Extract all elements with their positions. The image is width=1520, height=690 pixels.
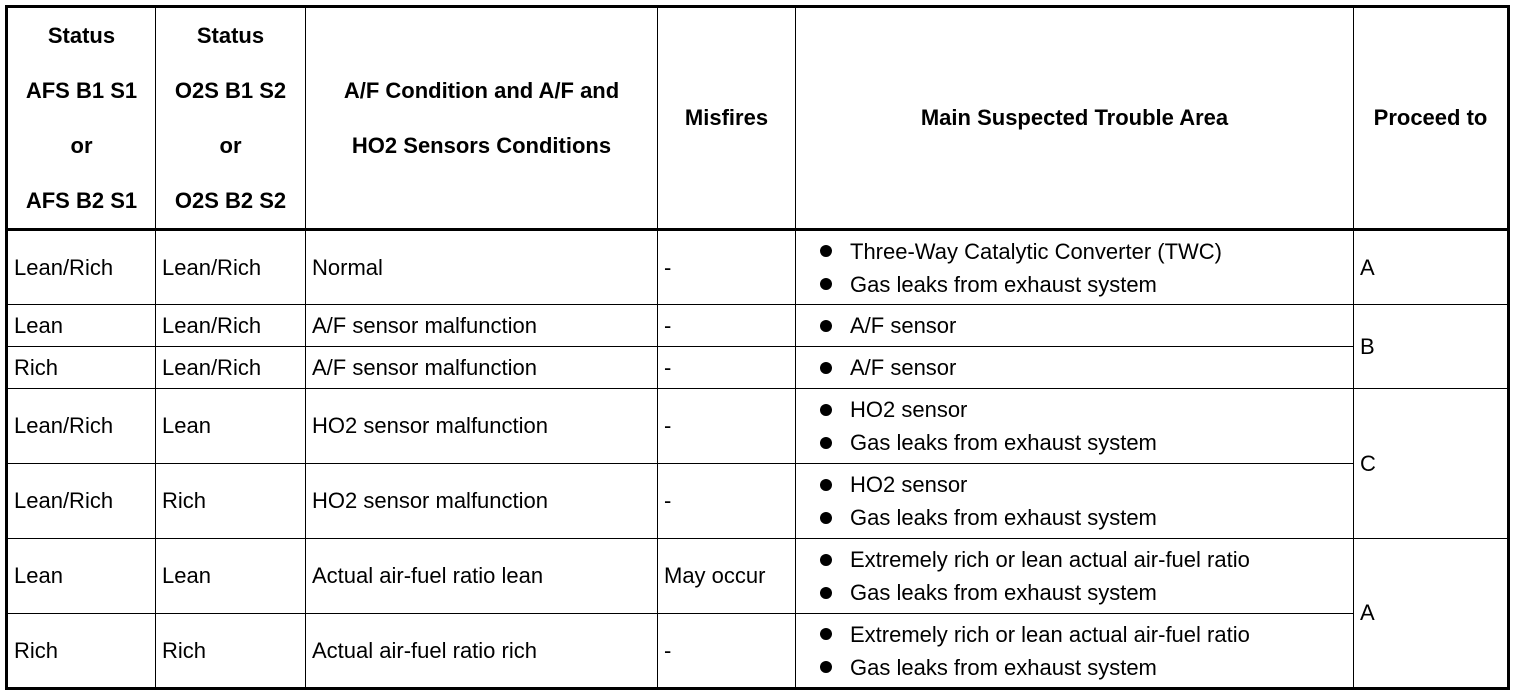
- header-o2s-status: [156, 7, 306, 230]
- misfires-cell: -: [658, 347, 796, 389]
- misfires-cell: -: [658, 389, 796, 464]
- misfires-cell: -: [658, 305, 796, 347]
- condition-cell: A/F sensor malfunction: [306, 305, 658, 347]
- diagnosis-table: [5, 5, 1510, 690]
- header-condition: [306, 7, 658, 230]
- condition-cell: A/F sensor malfunction: [306, 347, 658, 389]
- trouble-area-list: [802, 468, 1353, 534]
- trouble-area-cell: [796, 464, 1354, 539]
- trouble-area-cell: [796, 539, 1354, 614]
- trouble-area-text: HO2 sensor: [850, 397, 968, 422]
- list-item: [802, 235, 1353, 268]
- trouble-area-text: Gas leaks from exhaust system: [850, 654, 1157, 680]
- list-item: [802, 426, 1353, 459]
- header-afs-line4: AFS B2 S1: [25, 188, 138, 213]
- misfires-cell: -: [658, 230, 796, 305]
- proceed-to-cell: A: [1354, 230, 1509, 305]
- header-proceed-to: Proceed to: [1354, 7, 1509, 230]
- o2s-status-cell: Lean: [156, 539, 306, 614]
- afs-status-cell: Lean/Rich: [7, 464, 156, 539]
- condition-cell: Actual air-fuel ratio rich: [306, 614, 658, 689]
- condition-cell: HO2 sensor malfunction: [306, 464, 658, 539]
- header-afs-line1: Status: [47, 23, 116, 48]
- list-item: [802, 618, 1353, 651]
- bullet-icon: [820, 661, 832, 673]
- bullet-icon: [820, 245, 832, 257]
- o2s-status-cell: Lean/Rich: [156, 230, 306, 305]
- trouble-area-list: [802, 235, 1353, 301]
- trouble-area-text: Extremely rich or lean actual air-fuel ratio: [850, 547, 1250, 572]
- header-o2s-line1: Status: [196, 23, 265, 48]
- list-item: [802, 576, 1353, 609]
- bullet-icon: [820, 587, 832, 599]
- list-item: [802, 501, 1353, 534]
- proceed-to-cell: B: [1354, 305, 1509, 389]
- bullet-icon: [820, 320, 832, 332]
- trouble-area-list: [802, 309, 1353, 342]
- bullet-icon: [820, 628, 832, 640]
- condition-cell: Actual air-fuel ratio lean: [306, 539, 658, 614]
- condition-cell: Normal: [306, 230, 658, 305]
- header-condition-line2: HO2 Sensors Conditions: [351, 133, 612, 158]
- list-item: [802, 468, 1353, 501]
- table-row: [7, 614, 1509, 689]
- table-row: [7, 347, 1509, 389]
- bullet-icon: [820, 404, 832, 416]
- trouble-area-list: [802, 393, 1353, 459]
- o2s-status-cell: Lean/Rich: [156, 347, 306, 389]
- trouble-area-text: Extremely rich or lean actual air-fuel ratio: [850, 621, 1250, 647]
- condition-cell: HO2 sensor malfunction: [306, 389, 658, 464]
- trouble-area-text: Gas leaks from exhaust system: [850, 580, 1157, 605]
- trouble-area-cell: [796, 305, 1354, 347]
- trouble-area-text: Gas leaks from exhaust system: [850, 430, 1157, 455]
- bullet-icon: [820, 437, 832, 449]
- table-row: [7, 305, 1509, 347]
- trouble-area-text: Gas leaks from exhaust system: [850, 271, 1157, 297]
- list-item: [802, 393, 1353, 426]
- header-afs-line3: or: [70, 133, 93, 158]
- proceed-to-cell: A: [1354, 539, 1509, 689]
- o2s-status-cell: Lean: [156, 389, 306, 464]
- bullet-icon: [820, 512, 832, 524]
- o2s-status-cell: Lean/Rich: [156, 305, 306, 347]
- trouble-area-text: A/F sensor: [850, 355, 957, 380]
- trouble-area-cell: [796, 230, 1354, 305]
- trouble-area-list: [802, 543, 1353, 609]
- list-item: [802, 543, 1353, 576]
- trouble-area-text: Gas leaks from exhaust system: [850, 505, 1157, 530]
- misfires-cell: May occur: [658, 539, 796, 614]
- trouble-area-text: Three-Way Catalytic Converter (TWC): [850, 238, 1223, 264]
- header-misfires: Misfires: [658, 7, 796, 230]
- header-o2s-line4: O2S B2 S2: [174, 188, 287, 213]
- header-afs-status: [7, 7, 156, 230]
- list-item: [802, 309, 1353, 342]
- afs-status-cell: Rich: [7, 614, 156, 689]
- afs-status-cell: Lean: [7, 305, 156, 347]
- table-row: [7, 464, 1509, 539]
- trouble-area-text: HO2 sensor: [850, 472, 968, 497]
- header-condition-line1: A/F Condition and A/F and: [343, 78, 620, 103]
- misfires-cell: -: [658, 464, 796, 539]
- header-row: [7, 7, 1509, 230]
- header-o2s-line2: O2S B1 S2: [174, 78, 287, 103]
- list-item: [802, 351, 1353, 384]
- bullet-icon: [820, 479, 832, 491]
- o2s-status-cell: Rich: [156, 614, 306, 689]
- trouble-area-cell: [796, 347, 1354, 389]
- trouble-area-text: A/F sensor: [850, 313, 957, 338]
- header-trouble-area: Main Suspected Trouble Area: [796, 7, 1354, 230]
- trouble-area-list: [802, 351, 1353, 384]
- list-item: [802, 268, 1353, 301]
- list-item: [802, 651, 1353, 684]
- trouble-area-cell: [796, 614, 1354, 689]
- bullet-icon: [820, 554, 832, 566]
- misfires-cell: -: [658, 614, 796, 689]
- bullet-icon: [820, 278, 832, 290]
- table-row: [7, 389, 1509, 464]
- trouble-area-list: [802, 618, 1353, 684]
- afs-status-cell: Rich: [7, 347, 156, 389]
- table-row: [7, 230, 1509, 305]
- trouble-area-cell: [796, 389, 1354, 464]
- afs-status-cell: Lean/Rich: [7, 389, 156, 464]
- bullet-icon: [820, 362, 832, 374]
- afs-status-cell: Lean: [7, 539, 156, 614]
- o2s-status-cell: Rich: [156, 464, 306, 539]
- header-afs-line2: AFS B1 S1: [25, 78, 138, 103]
- proceed-to-cell: C: [1354, 389, 1509, 539]
- table-row: [7, 539, 1509, 614]
- afs-status-cell: Lean/Rich: [7, 230, 156, 305]
- header-o2s-line3: or: [219, 133, 242, 158]
